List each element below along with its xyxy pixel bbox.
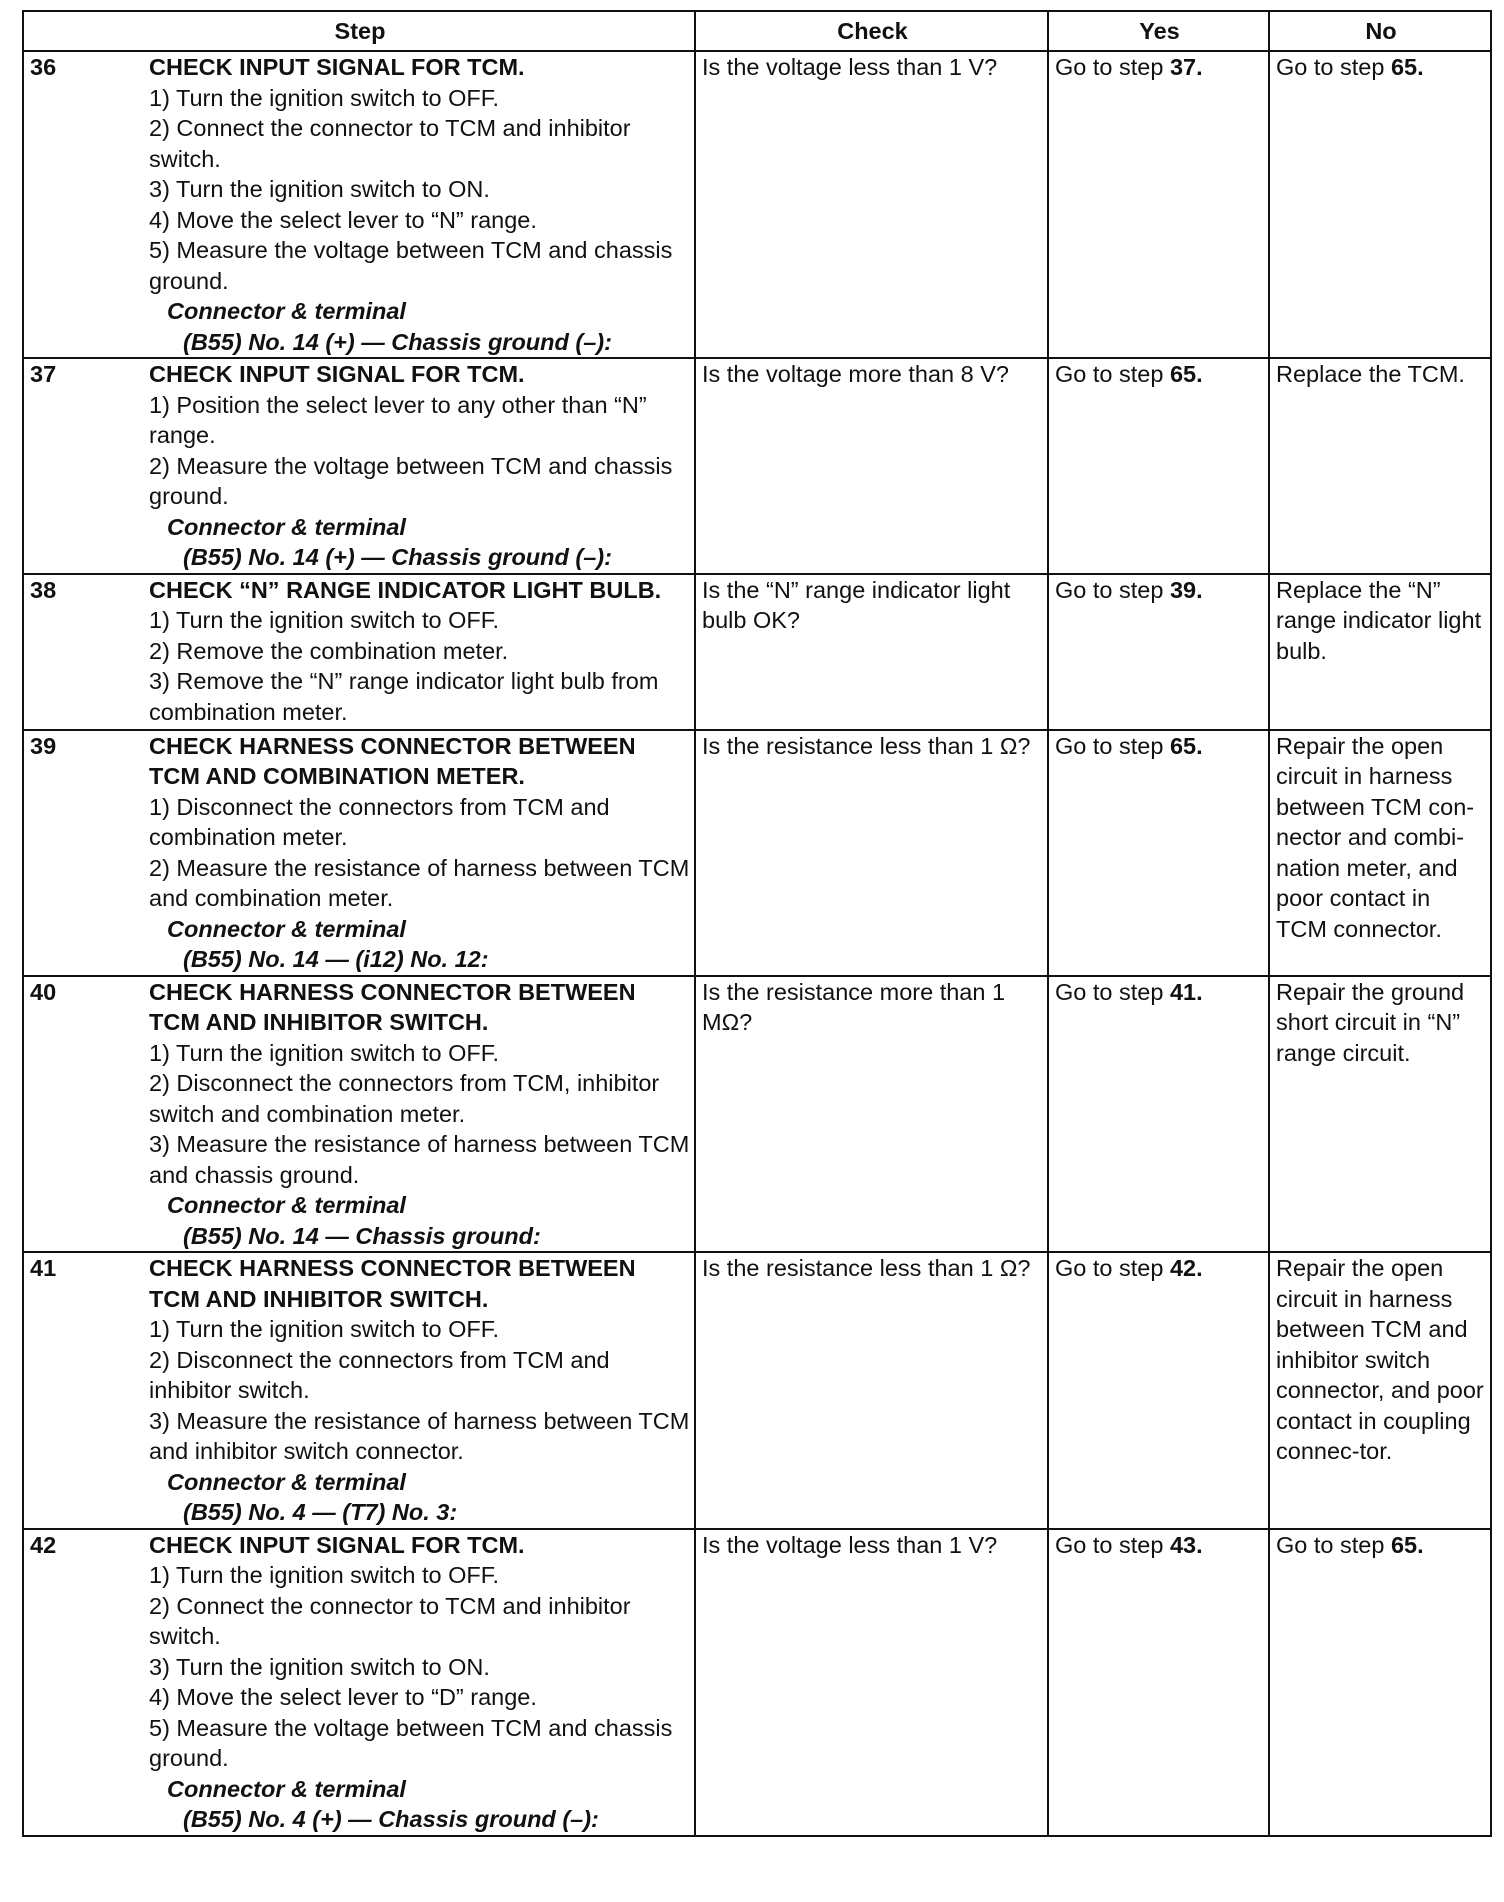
step-number: 42: [23, 1529, 143, 1836]
step-title: CHECK HARNESS CONNECTOR BETWEEN TCM AND INHIBITOR SWITCH.: [149, 978, 636, 1035]
header-yes: Yes: [1048, 11, 1269, 51]
step-instruction: 4) Move the select lever to “D” range.: [149, 1684, 537, 1710]
table-row: [23, 1252, 1491, 1529]
table-row: [23, 1529, 1491, 1836]
table-row: [23, 358, 1491, 574]
step-instruction: 1) Turn the ignition switch to OFF.: [149, 607, 500, 633]
header-check: Check: [695, 11, 1048, 51]
no-step-ref: 65.: [1390, 54, 1424, 80]
table-body: [23, 51, 1491, 1836]
yes-step-ref: 65.: [1169, 732, 1203, 759]
yes-step-ref: 37.: [1169, 54, 1203, 80]
table-row: [23, 51, 1491, 358]
step-title: CHECK INPUT SIGNAL FOR TCM.: [149, 361, 525, 387]
check-cell: Is the resistance less than 1 Ω?: [695, 1252, 1048, 1529]
yes-prefix: Go to step: [1055, 1255, 1170, 1281]
yes-cell: [1048, 730, 1269, 976]
step-instruction: 5) Measure the voltage between TCM and chassis ground.: [149, 1714, 673, 1771]
check-cell: Is the resistance less than 1 Ω?: [695, 730, 1048, 976]
step-cell: [143, 1252, 695, 1529]
yes-cell: [1048, 1529, 1269, 1836]
step-instruction: 2) Disconnect the connectors from TCM, inhibitor switch and combination meter.: [149, 1070, 660, 1127]
connector-label: Connector & terminal: [167, 915, 406, 942]
step-instruction: 2) Connect the connector to TCM and inhibitor switch.: [149, 1592, 631, 1649]
no-action: Repair the ground short circuit in “N” range circuit.: [1276, 978, 1465, 1066]
no-cell: [1269, 730, 1491, 976]
check-cell: Is the voltage less than 1 V?: [695, 1529, 1048, 1836]
step-instruction: 3) Remove the “N” range indicator light bulb from combination meter.: [149, 668, 659, 725]
step-instruction: 1) Turn the ignition switch to OFF.: [149, 1039, 500, 1066]
step-title: CHECK HARNESS CONNECTOR BETWEEN TCM AND INHIBITOR SWITCH.: [149, 1255, 636, 1312]
step-number: 38: [23, 574, 143, 730]
step-instruction: 5) Measure the voltage between TCM and chassis ground.: [149, 237, 673, 294]
no-cell: [1269, 51, 1491, 358]
yes-step-ref: 65.: [1169, 361, 1203, 387]
connector-terminal: (B55) No. 14 — (i12) No. 12:: [183, 946, 489, 972]
yes-prefix: Go to step: [1055, 978, 1170, 1005]
diagnostic-table: [22, 10, 1492, 1837]
step-cell: [143, 574, 695, 730]
no-cell: [1269, 574, 1491, 730]
step-instruction: 3) Turn the ignition switch to ON.: [149, 1653, 490, 1680]
step-instruction: 2) Remove the combination meter.: [149, 637, 509, 664]
yes-cell: [1048, 51, 1269, 358]
connector-label: Connector & terminal: [167, 1192, 406, 1218]
step-instruction: 2) Measure the voltage between TCM and chassis ground.: [149, 452, 673, 509]
step-title: CHECK “N” RANGE INDICATOR LIGHT BULB.: [149, 576, 662, 603]
yes-cell: [1048, 976, 1269, 1253]
step-cell: [143, 51, 695, 358]
step-number: 39: [23, 730, 143, 976]
header-step: Step: [23, 11, 695, 51]
no-step-ref: 65.: [1390, 1531, 1424, 1558]
yes-prefix: Go to step: [1055, 54, 1170, 80]
yes-prefix: Go to step: [1055, 732, 1170, 759]
step-instruction: 2) Disconnect the connectors from TCM and inhibitor switch.: [149, 1346, 610, 1403]
connector-label: Connector & terminal: [167, 298, 406, 324]
yes-cell: [1048, 574, 1269, 730]
yes-step-ref: 41.: [1169, 978, 1203, 1005]
step-cell: [143, 1529, 695, 1836]
step-instruction: 2) Connect the connector to TCM and inhibitor switch.: [149, 115, 631, 172]
step-instruction: 3) Turn the ignition switch to ON.: [149, 176, 490, 202]
connector-terminal: (B55) No. 14 — Chassis ground:: [183, 1222, 541, 1249]
step-number: 40: [23, 976, 143, 1253]
step-instruction: 3) Measure the resistance of harness between TCM and inhibitor switch connector.: [149, 1407, 690, 1464]
table-row: [23, 574, 1491, 730]
connector-terminal: (B55) No. 14 (+) — Chassis ground (–):: [183, 328, 612, 355]
check-cell: Is the voltage more than 8 V?: [695, 358, 1048, 574]
check-cell: Is the resistance more than 1 MΩ?: [695, 976, 1048, 1253]
step-number: 36: [23, 51, 143, 358]
step-instruction: 1) Position the select lever to any other than “N” range.: [149, 391, 647, 448]
no-action: Repair the open circuit in harness between TCM and inhibitor switch connector, and poor contact in coupling connec-tor.: [1276, 1255, 1484, 1464]
connector-label: Connector & terminal: [167, 513, 406, 540]
step-title: CHECK INPUT SIGNAL FOR TCM.: [149, 54, 525, 80]
yes-prefix: Go to step: [1055, 1531, 1170, 1558]
step-cell: [143, 358, 695, 574]
connector-terminal: (B55) No. 4 — (T7) No. 3:: [183, 1499, 458, 1525]
no-cell: [1269, 976, 1491, 1253]
no-cell: [1269, 1252, 1491, 1529]
yes-prefix: Go to step: [1055, 361, 1170, 387]
step-instruction: 3) Measure the resistance of harness between TCM and chassis ground.: [149, 1131, 690, 1188]
no-prefix: Go to step: [1276, 54, 1391, 80]
no-prefix: Go to step: [1276, 1531, 1391, 1558]
step-instruction: 1) Disconnect the connectors from TCM and combination meter.: [149, 793, 610, 850]
yes-step-ref: 43.: [1169, 1531, 1203, 1558]
no-cell: [1269, 358, 1491, 574]
connector-terminal: (B55) No. 4 (+) — Chassis ground (–):: [183, 1806, 599, 1832]
table-row: [23, 976, 1491, 1253]
step-cell: [143, 730, 695, 976]
connector-label: Connector & terminal: [167, 1468, 406, 1495]
yes-prefix: Go to step: [1055, 576, 1170, 603]
step-number: 37: [23, 358, 143, 574]
no-action: Repair the open circuit in harness between TCM con-nector and combi-nation meter, and poor contact in TCM connector.: [1276, 732, 1475, 942]
connector-label: Connector & terminal: [167, 1775, 406, 1802]
step-instruction: 2) Measure the resistance of harness between TCM and combination meter.: [149, 854, 690, 911]
yes-cell: [1048, 358, 1269, 574]
step-instruction: 4) Move the select lever to “N” range.: [149, 206, 537, 233]
step-instruction: 1) Turn the ignition switch to OFF.: [149, 1562, 500, 1588]
yes-cell: [1048, 1252, 1269, 1529]
step-instruction: 1) Turn the ignition switch to OFF.: [149, 84, 500, 111]
step-title: CHECK HARNESS CONNECTOR BETWEEN TCM AND COMBINATION METER.: [149, 732, 636, 789]
step-cell: [143, 976, 695, 1253]
table-row: [23, 730, 1491, 976]
connector-terminal: (B55) No. 14 (+) — Chassis ground (–):: [183, 544, 612, 570]
step-instruction: 1) Turn the ignition switch to OFF.: [149, 1316, 500, 1342]
yes-step-ref: 42.: [1169, 1255, 1203, 1281]
no-cell: [1269, 1529, 1491, 1836]
step-title: CHECK INPUT SIGNAL FOR TCM.: [149, 1531, 525, 1558]
step-number: 41: [23, 1252, 143, 1529]
no-action: Replace the TCM.: [1276, 361, 1465, 387]
check-cell: Is the “N” range indicator light bulb OK?: [695, 574, 1048, 730]
no-action: Replace the “N” range indicator light bulb.: [1276, 576, 1482, 664]
check-cell: Is the voltage less than 1 V?: [695, 51, 1048, 358]
header-row: [23, 11, 1491, 51]
header-no: No: [1269, 11, 1491, 51]
yes-step-ref: 39.: [1169, 576, 1203, 603]
